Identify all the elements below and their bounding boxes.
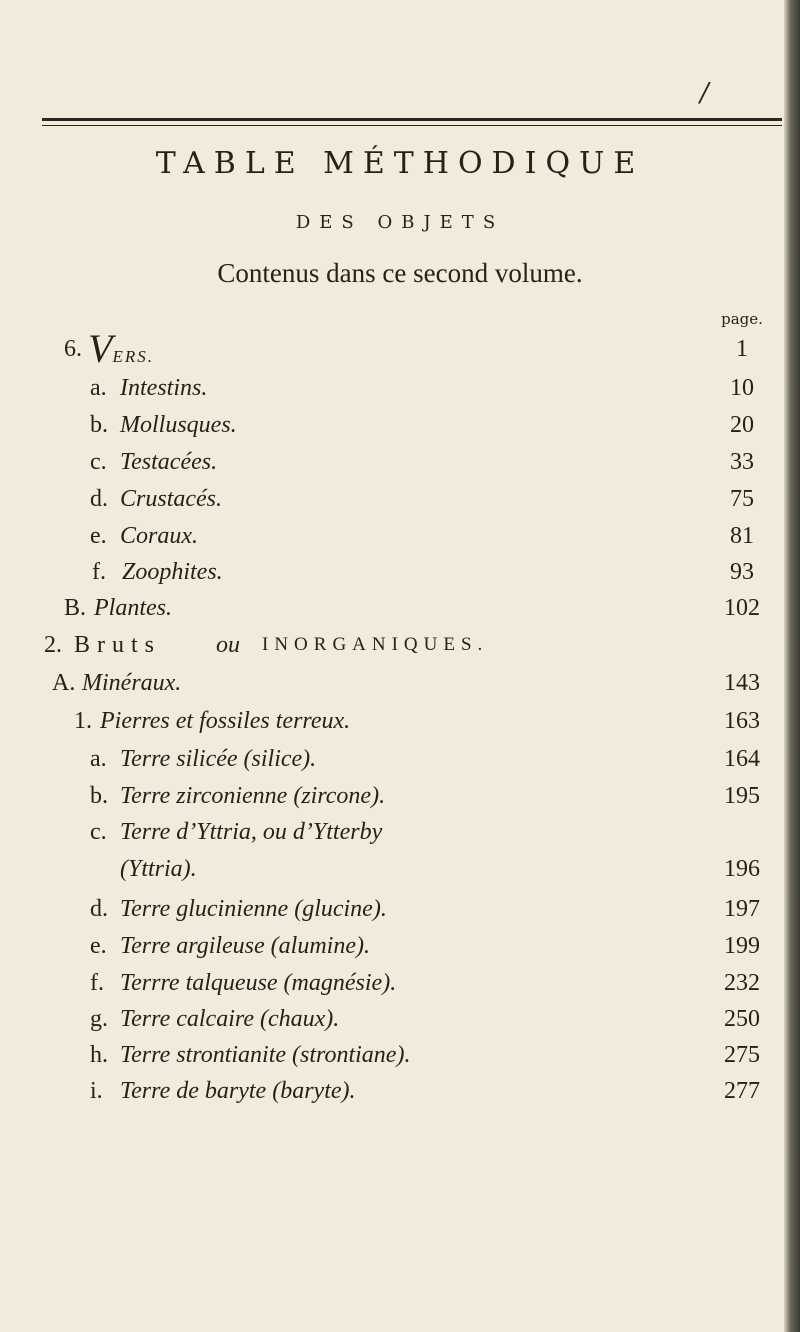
entry-label: Terre glucinienne (glucine). (120, 896, 387, 922)
toc-entry (0, 890, 800, 928)
page-column-heading: page. (721, 310, 763, 328)
entry-label: Plantes. (94, 595, 172, 621)
entry-page: 20 (730, 412, 754, 438)
entry-label: Terre de baryte (baryte). (120, 1078, 356, 1104)
entry-marker: d. (90, 486, 108, 512)
toc-entry (0, 740, 800, 778)
entry-page: 33 (730, 449, 754, 475)
entry-label: Terre silicée (silice). (120, 746, 317, 772)
entry-marker: 2. (44, 632, 62, 658)
toc-entry (0, 443, 800, 481)
entry-page: 232 (724, 970, 760, 996)
entry-marker: e. (90, 933, 107, 959)
entry-page: 250 (724, 1006, 760, 1032)
entry-marker: i. (90, 1078, 103, 1104)
entry-page: 81 (730, 523, 754, 549)
toc-entry-continuation (0, 850, 800, 888)
entry-marker: h. (90, 1042, 108, 1068)
toc-entry (0, 1000, 800, 1038)
entry-label: VERS. (88, 326, 154, 371)
section-label-inorganiques: INORGANIQUES. (262, 634, 489, 655)
entry-marker: a. (90, 375, 107, 401)
top-rule-thin (42, 125, 782, 126)
toc-entry (0, 589, 800, 627)
entry-marker: c. (90, 819, 107, 845)
toc-entry (0, 664, 800, 702)
entry-marker: c. (90, 449, 107, 475)
toc-entry (0, 517, 800, 555)
entry-label: Terre zirconienne (zircone). (120, 783, 386, 809)
entry-label: (Yttria). (120, 856, 197, 882)
entry-page: 195 (724, 783, 760, 809)
section-label-bruts: Bruts (74, 632, 162, 658)
entry-page: 102 (724, 595, 760, 621)
entry-page: 199 (724, 933, 760, 959)
entry-marker: f. (92, 559, 106, 585)
entry-marker: b. (90, 783, 108, 809)
entry-page: 1 (736, 336, 748, 362)
entry-label: Terre calcaire (chaux). (120, 1006, 340, 1032)
page-title: TABLE MÉTHODIQUE (155, 146, 645, 181)
toc-entry (0, 406, 800, 444)
entry-label: Terrre talqueuse (magnésie). (120, 970, 397, 996)
entry-marker: d. (90, 896, 108, 922)
toc-entry (0, 480, 800, 518)
toc-entry (0, 777, 800, 815)
entry-label: Terre argileuse (alumine). (120, 933, 370, 959)
toc-entry (0, 927, 800, 965)
entry-page: 197 (724, 896, 760, 922)
entry-label: Terre d’Yttria, ou d’Ytterby (120, 819, 383, 845)
entry-label: Minéraux. (82, 670, 182, 696)
top-rule-thick (42, 118, 782, 121)
entry-label: Crustacés. (120, 486, 222, 512)
entry-label: Terre strontianite (strontiane). (120, 1042, 411, 1068)
entry-label: Mollusques. (120, 412, 237, 438)
entry-page: 196 (724, 856, 760, 882)
entry-page: 164 (724, 746, 760, 772)
toc-entry (0, 553, 800, 591)
entry-label: Pierres et fossiles terreux. (100, 708, 351, 734)
entry-label: Intestins. (120, 375, 208, 401)
toc-entry (0, 1072, 800, 1110)
entry-marker: 1. (74, 708, 92, 734)
entry-page: 163 (724, 708, 760, 734)
toc-entry (0, 813, 800, 851)
toc-section-heading (0, 626, 800, 664)
section-label-ou: ou (216, 632, 240, 658)
entry-marker: 6. (64, 336, 82, 362)
entry-label: Zoophites. (122, 559, 223, 585)
entry-marker: f. (90, 970, 104, 996)
entry-page: 275 (724, 1042, 760, 1068)
toc-entry (0, 326, 800, 371)
entry-marker: e. (90, 523, 107, 549)
page-subtitle: DES OBJETS (295, 212, 505, 233)
entry-label: Coraux. (120, 523, 198, 549)
entry-page: 277 (724, 1078, 760, 1104)
entry-label: Testacées. (120, 449, 218, 475)
entry-marker: B. (64, 595, 87, 621)
toc-entry (0, 369, 800, 407)
page-mark: / (700, 78, 709, 108)
entry-page: 10 (730, 375, 754, 401)
toc-entry (0, 1036, 800, 1074)
entry-page: 143 (724, 670, 760, 696)
entry-marker: g. (90, 1006, 108, 1032)
toc-entry (0, 702, 800, 740)
entry-marker: a. (90, 746, 107, 772)
entry-marker: b. (90, 412, 108, 438)
toc-entry (0, 964, 800, 1002)
entry-page: 93 (730, 559, 754, 585)
entry-marker: A. (52, 670, 76, 696)
entry-page: 75 (730, 486, 754, 512)
contents-caption: Contenus dans ce second volume. (217, 258, 583, 288)
